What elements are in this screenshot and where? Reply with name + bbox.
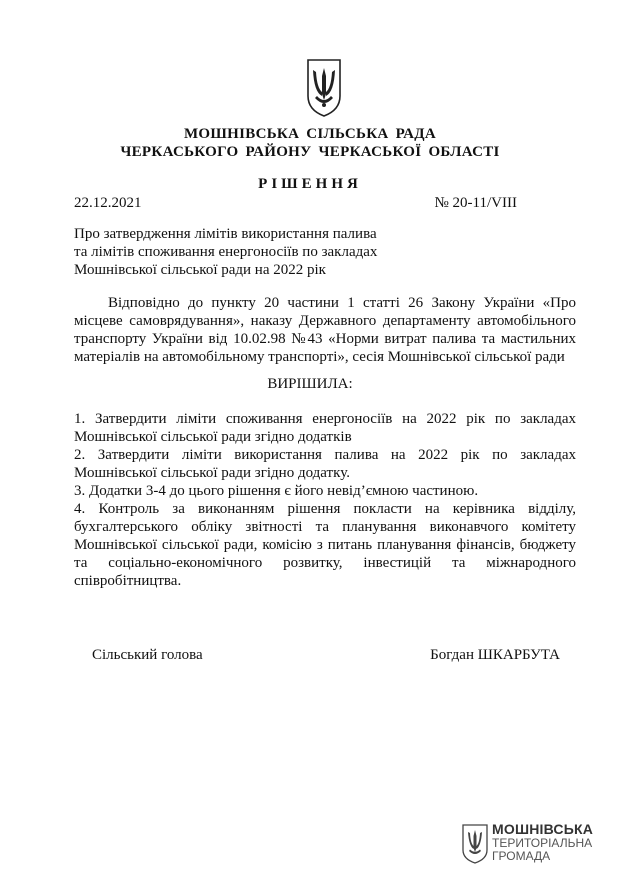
council-district: ЧЕРКАСЬКОГО РАЙОНУ ЧЕРКАСЬКОЇ ОБЛАСТІ (120, 144, 500, 160)
subject-line: Про затвердження лімітів використання палива (74, 226, 377, 242)
subject-line: Мошнівської сільської ради на 2022 рік (74, 262, 326, 278)
signatory-name: Богдан ШКАРБУТА (430, 647, 560, 663)
document-date: 22.12.2021 (74, 195, 142, 211)
subject-line: та лімітів споживання енергоносіїв по закладах (74, 244, 378, 260)
resolution-item: 1. Затвердити ліміти споживання енергоносіїв на 2022 рік по закладах Мошнівської сільської ради згідно додатків (74, 411, 576, 445)
coat-of-arms-icon (304, 58, 344, 118)
document-subject (74, 225, 414, 279)
footer-logo-line: МОШНІВСЬКА (492, 821, 594, 837)
document-type-title: РІШЕННЯ (258, 176, 362, 192)
preamble-paragraph: Відповідно до пункту 20 частини 1 статті 26 Закону України «Про місцеве самоврядування», наказу Державного департаменту автомобільного транспорту України від 10.02.98 №43 «Норми витрат палива та мастильних матеріалів на автомобільному транспорті», сесія Мошнівської сільської ради (74, 295, 576, 365)
resolution-item: 4. Контроль за виконанням рішення покласти на керівника відділу, бухгалтерського обліку звітності та планування виконавчого комітету Мошнівської сільської ради, комісію з питань планування фінансів, бюджету та соціально-економічного розвитку, інвестицій та міжнародного співробітництва. (74, 501, 576, 589)
document-number: № 20-11/VIII (434, 195, 517, 211)
footer-logo-line: ТЕРИТОРІАЛЬНА (492, 836, 593, 850)
footer-logo-line: ГРОМАДА (492, 849, 551, 863)
resolution-items (74, 410, 576, 590)
resolution-item: 3. Додатки 3-4 до цього рішення є його невід’ємною частиною. (74, 483, 479, 499)
trident-logo-icon (462, 824, 488, 864)
resolution-item: 2. Затвердити ліміти використання палива на 2022 рік по закладах Мошнівської сільської ради згідно додатку. (74, 447, 576, 481)
council-name: МОШНІВСЬКА СІЛЬСЬКА РАДА (183, 126, 437, 142)
signatory-role: Сільський голова (92, 647, 203, 663)
resolved-heading: ВИРІШИЛА: (267, 376, 353, 392)
footer-logo-text (492, 822, 593, 863)
